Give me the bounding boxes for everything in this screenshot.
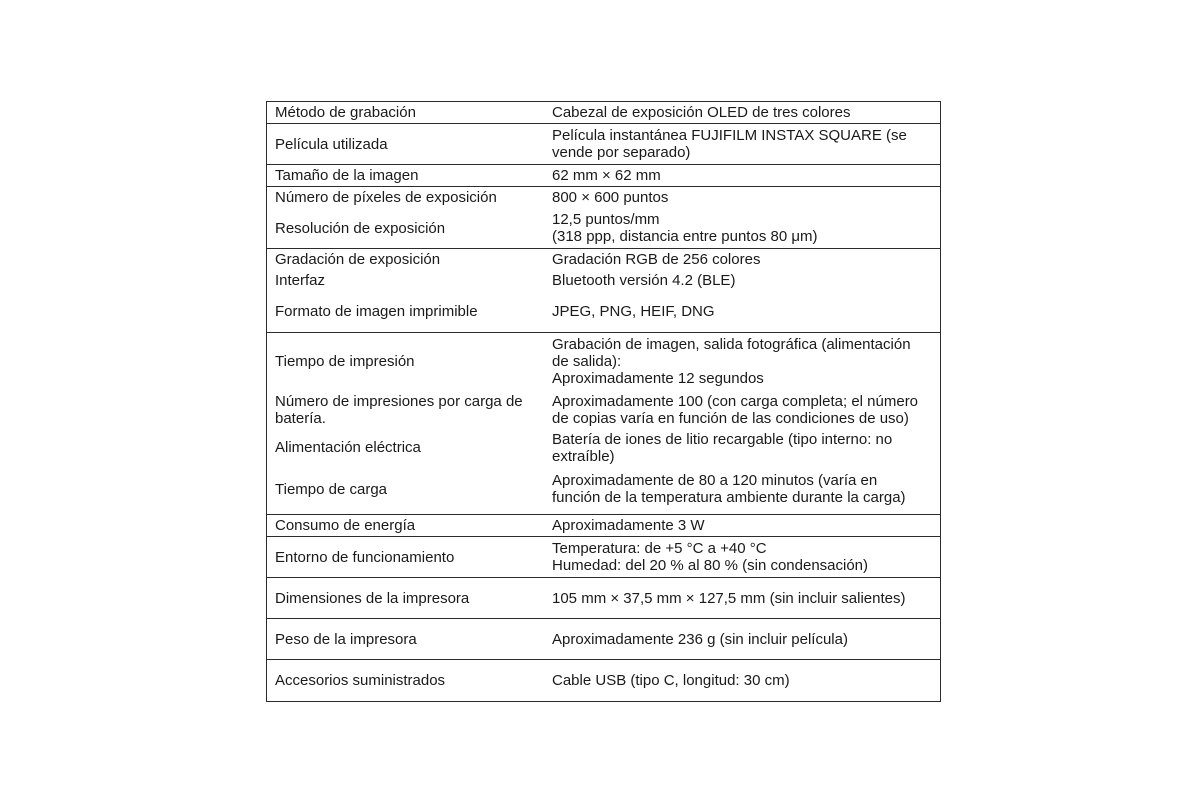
spec-value — [552, 104, 940, 121]
spec-row — [267, 464, 940, 514]
spec-label: Tiempo de impresión — [275, 352, 415, 370]
spec-row — [267, 537, 940, 577]
spec-label: Película utilizada — [275, 135, 388, 153]
spec-value — [552, 540, 940, 574]
spec-label: Número de impresiones por carga de batería. — [275, 393, 523, 427]
spec-value-line: Batería de iones de litio recargable (tipo interno: no — [552, 430, 893, 448]
spec-value-line: JPEG, PNG, HEIF, DNG — [552, 303, 715, 320]
spec-value — [552, 590, 940, 607]
spec-label: Formato de imagen imprimible — [275, 303, 478, 320]
spec-group — [267, 536, 940, 577]
spec-value — [552, 272, 940, 289]
spec-label: Gradación de exposición — [275, 251, 441, 268]
spec-value-line: extraíble) — [552, 447, 615, 465]
spec-value-line: 62 mm × 62 mm — [552, 167, 661, 184]
spec-label: Consumo de energía — [275, 517, 416, 534]
spec-row — [267, 578, 940, 618]
spec-row — [267, 249, 940, 270]
spec-value-line: Película instantánea FUJIFILM INSTAX SQUARE (se — [552, 127, 907, 144]
spec-value-line: (318 ppp, distancia entre puntos 80 μm) — [552, 228, 818, 245]
spec-group — [267, 164, 940, 186]
spec-group — [267, 102, 940, 123]
spec-value — [552, 127, 940, 161]
spec-group — [267, 186, 940, 248]
spec-value-line: 12,5 puntos/mm — [552, 211, 660, 228]
spec-value-line: Humedad: del 20 % al 80 % (sin condensación) — [552, 557, 869, 574]
spec-value-line: de copias varía en función de las condiciones de uso) — [552, 410, 909, 427]
spec-value — [552, 167, 940, 184]
spec-group — [267, 514, 940, 536]
spec-row — [267, 208, 940, 248]
spec-value — [552, 211, 940, 245]
spec-row — [267, 515, 940, 536]
spec-value-line: 105 mm × 37,5 mm × 127,5 mm (sin incluir salientes) — [552, 589, 906, 607]
spec-value-line: Grabación de imagen, salida fotográfica (alimentación — [552, 335, 911, 353]
spec-value — [552, 631, 940, 648]
spec-label: Dimensiones de la impresora — [275, 589, 470, 607]
spec-row — [267, 333, 940, 389]
spec-value-line: Aproximadamente 100 (con carga completa; el número — [552, 393, 919, 410]
spec-label: Resolución de exposición — [275, 219, 446, 237]
spec-value-line: 800 × 600 puntos — [552, 189, 669, 206]
spec-row — [267, 102, 940, 123]
spec-label: Método de grabación — [275, 104, 416, 121]
spec-group — [267, 248, 940, 332]
spec-value-line: Aproximadamente de 80 a 120 minutos (varía en — [552, 472, 878, 489]
spec-table — [266, 101, 941, 702]
spec-row — [267, 291, 940, 332]
spec-value-line: función de la temperatura ambiente durante la carga) — [552, 489, 906, 506]
spec-value-line: Aproximadamente 12 segundos — [552, 369, 764, 387]
spec-row — [267, 187, 940, 208]
spec-group — [267, 332, 940, 514]
spec-value — [552, 431, 940, 465]
spec-value — [552, 393, 940, 427]
spec-value — [552, 251, 940, 268]
spec-value — [552, 336, 940, 387]
spec-row — [267, 124, 940, 164]
spec-value-line: Bluetooth versión 4.2 (BLE) — [552, 272, 736, 289]
spec-row — [267, 165, 940, 186]
spec-value-line: Cable USB (tipo C, longitud: 30 cm) — [552, 672, 790, 689]
spec-value-line: de salida): — [552, 352, 622, 370]
spec-value-line: Cabezal de exposición OLED de tres colores — [552, 104, 851, 121]
spec-label: Alimentación eléctrica — [275, 439, 421, 456]
spec-label: Peso de la impresora — [275, 630, 417, 648]
spec-label: Tiempo de carga — [275, 480, 388, 498]
spec-label: Tamaño de la imagen — [275, 167, 419, 184]
spec-label: Entorno de funcionamiento — [275, 548, 455, 566]
spec-group — [267, 123, 940, 164]
spec-group — [267, 618, 940, 659]
spec-value — [552, 472, 940, 506]
spec-label: Número de píxeles de exposición — [275, 189, 497, 206]
spec-label: Accesorios suministrados — [275, 672, 446, 689]
spec-row — [267, 270, 940, 291]
spec-value-line: Temperatura: de +5 °C a +40 °C — [552, 540, 767, 557]
spec-row — [267, 389, 940, 431]
spec-value-line: Aproximadamente 3 W — [552, 517, 705, 534]
spec-group — [267, 659, 940, 701]
spec-value — [552, 672, 940, 689]
spec-row — [267, 619, 940, 659]
spec-value — [552, 189, 940, 206]
spec-group — [267, 577, 940, 618]
spec-value — [552, 303, 940, 320]
spec-value — [552, 517, 940, 534]
spec-value-line: Gradación RGB de 256 colores — [552, 251, 761, 268]
spec-value-line: vende por separado) — [552, 144, 691, 161]
spec-row — [267, 660, 940, 701]
spec-value-line: Aproximadamente 236 g (sin incluir película) — [552, 630, 848, 648]
spec-row — [267, 431, 940, 464]
spec-label: Interfaz — [275, 272, 326, 289]
